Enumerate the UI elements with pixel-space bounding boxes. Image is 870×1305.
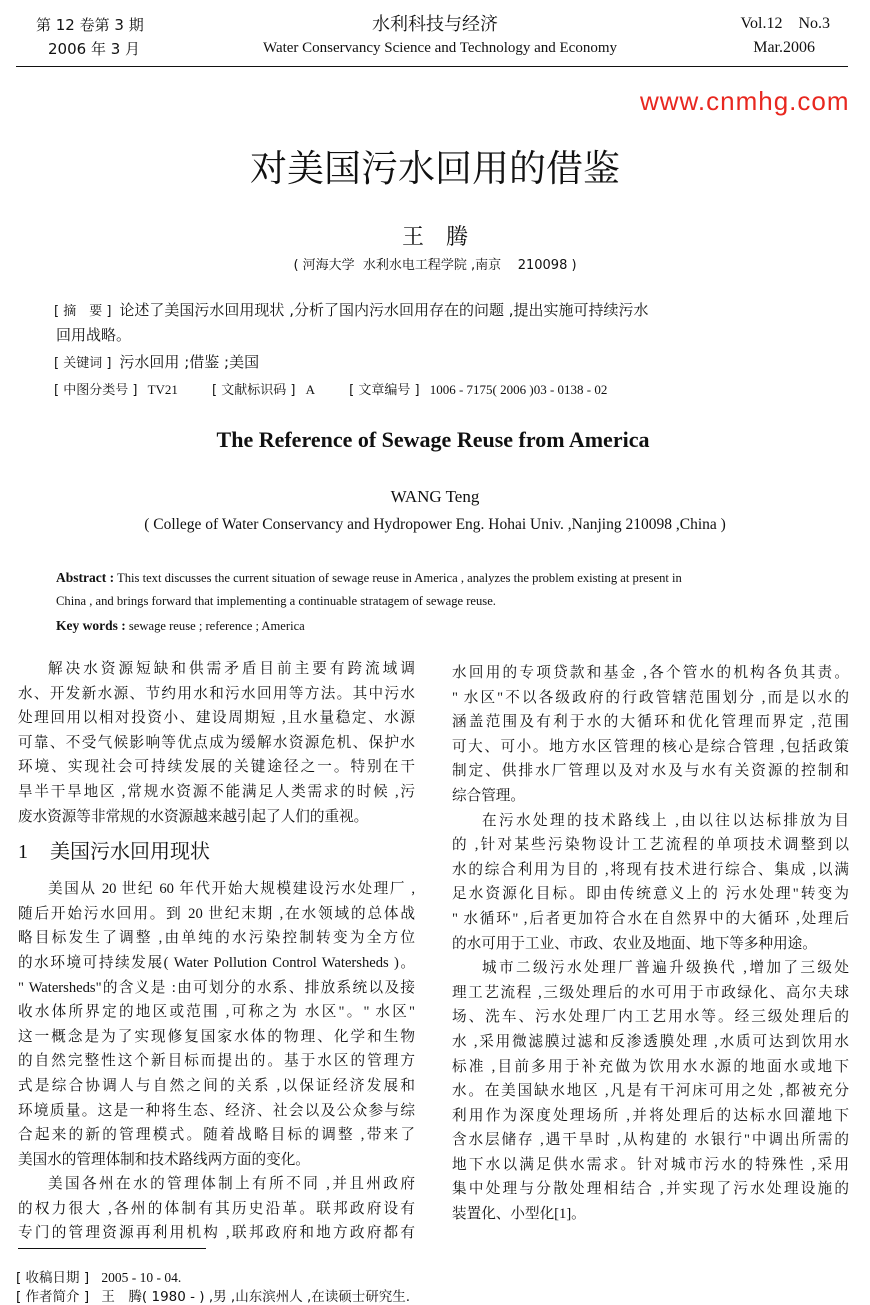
article-number-label: [ 文章编号 ] xyxy=(349,383,420,398)
section-heading xyxy=(18,832,415,872)
author-bio: 王 腾( 1980 - ) ,男 ,山东滨州人 ,在读硕士研究生. xyxy=(101,1289,411,1305)
text-line: 这一概念是为了实现修复国家水体的物理、化学和生物 xyxy=(18,1028,415,1045)
watermark: www.cnmhg.com xyxy=(640,86,850,116)
abstract-en-text-1: This text discusses the current situation of sewage reuse in America , analyzes the problem existing at present in xyxy=(117,571,682,585)
text-line: 利用作为深度处理场所 ,并将处理后的达标水回灌地下 xyxy=(452,1107,849,1124)
footnote-received xyxy=(16,1266,181,1286)
text-line: 合起来的新的管理模式。随着战略目标的调整 ,带来了 xyxy=(18,1127,415,1144)
text-line: 足水资源化目标。即由传统意义上的 污水处理"转变为 xyxy=(452,886,849,903)
affiliation-cn: ( 河海大学 水利水电工程学院 ,南京 210098 ) xyxy=(293,258,577,273)
author-cn: 王 腾 xyxy=(401,225,468,250)
text-line: 含水层储存 ,遇干旱时 ,从构建的 水银行"中调出所需的 xyxy=(452,1132,849,1149)
keywords-en-text: sewage reuse ; reference ; America xyxy=(128,619,305,633)
body-column-left xyxy=(18,657,415,1246)
abstract-cn xyxy=(54,299,649,320)
text-line: 美国水的管理体制和技术路线两方面的变化。 xyxy=(18,1151,310,1168)
text-line: 的 ,针对某些污染物设计工艺流程的单项技术调整到以 xyxy=(452,837,849,854)
text-line: 的水环境可持续发展( Water Pollution Control Watersheds )。 xyxy=(18,954,415,971)
volume-issue-cn: 第 12 卷第 3 期 xyxy=(36,16,144,34)
text-line: 美国从 20 世纪 60 年代开始大规模建设污水处理厂 , xyxy=(48,881,415,898)
text-line: 水、开发新水源、节约用水和污水回用等方法。其中污水 xyxy=(18,685,415,702)
text-line: 的自然完整性这个新目标而提出的。基于水区的管理方 xyxy=(18,1053,415,1070)
keywords-cn-label: [ 关键词 ] xyxy=(54,356,112,371)
journal-title-cn: 水利科技与经济 xyxy=(372,14,498,35)
keywords-cn xyxy=(54,351,259,372)
text-line: 水回用的专项贷款和基金 ,各个管水的机构各负其责。 xyxy=(452,665,849,681)
text-line: 装置化、小型化[1]。 xyxy=(452,1206,586,1223)
text-line: 综合管理。 xyxy=(452,787,525,804)
abstract-cn-label: [ 摘 要 ] xyxy=(54,304,112,319)
text-line: 旱半干旱地区 ,常规水资源不能满足人类需求的时候 ,污 xyxy=(18,783,415,800)
paper-title-en: The Reference of Sewage Reuse from America xyxy=(216,427,650,452)
footnote-rule xyxy=(18,1248,206,1249)
doc-code: A xyxy=(305,382,315,397)
text-line: 环境质量。这是一种将生态、经济、社会以及公众参与综 xyxy=(18,1102,415,1119)
volume-issue-en: Vol.12 No.3 xyxy=(740,15,830,32)
text-line: 解决水资源短缺和供需矛盾目前主要有跨流域调 xyxy=(48,661,415,677)
text-line: " Watersheds"的含义是 :由可划分的水系、排放系统以及接 xyxy=(18,979,415,996)
footnote-author xyxy=(16,1285,410,1305)
clc-code: TV21 xyxy=(147,382,178,397)
text-line: 随后开始污水回用。到 20 世纪末期 ,在水领域的总体战 xyxy=(18,905,415,922)
paragraph xyxy=(452,809,849,957)
author-bio-label: [ 作者简介 ] xyxy=(16,1289,90,1305)
abstract-en xyxy=(56,570,682,586)
text-line: 可大、可小。地方水区管理的核心是综合管理 ,包括政策 xyxy=(452,738,849,755)
text-line: 可靠、不受气候影响等优点成为缓解水资源危机、保护水 xyxy=(18,734,415,751)
abstract-cn-text-2: 回用战略。 xyxy=(56,326,132,344)
text-line: 式是综合协调人与自然之间的关系 ,以保证经济发展和 xyxy=(18,1077,415,1094)
text-line: 场、洗车、污水处理厂内工艺用水等。经三级处理后的 xyxy=(452,1009,849,1026)
paragraph xyxy=(18,877,415,1172)
text-line: 集中处理与分散处理相结合 ,并实现了污水处理设施的 xyxy=(452,1181,849,1198)
received-label: [ 收稿日期 ] xyxy=(16,1270,90,1286)
text-line: 城市二级污水处理厂普遍升级换代 ,增加了三级处 xyxy=(482,960,849,977)
date-cn: 2006 年 3 月 xyxy=(48,40,141,58)
section-number: 1 xyxy=(18,841,28,864)
keywords-en-label: Key words : xyxy=(56,618,126,633)
abstract-en-text-2: China , and brings forward that implementing a continuable stratagem of sewage reuse. xyxy=(56,594,496,608)
text-line: 在污水处理的技术路线上 ,由以往以达标排放为目 xyxy=(482,812,849,829)
journal-title-en: Water Conservancy Science and Technology and Economy xyxy=(262,40,618,56)
text-line: 涵盖范围及有利于水的大循环和优化管理而界定 ,范围 xyxy=(452,714,849,731)
paragraph xyxy=(452,661,849,809)
author-en: WANG Teng xyxy=(390,487,480,506)
text-line: 标准 ,目前多用于补充做为饮用水水源的地面水或地下 xyxy=(452,1058,849,1075)
section-title: 美国污水回用现状 xyxy=(50,841,210,864)
date-en: Mar.2006 xyxy=(753,39,815,56)
keywords-cn-text: 污水回用 ;借鉴 ;美国 xyxy=(119,353,260,371)
text-line: 的水可用于工业、市政、农业及地面、地下等多种用途。 xyxy=(452,935,817,952)
text-line: 环境、实现社会可持续发展的关键途径之一。特别在干 xyxy=(18,759,415,776)
text-line: 的权力很大 ,各州的体制有其历史沿革。联邦政府设有 xyxy=(18,1200,415,1217)
text-line: 略目标发生了调整 ,由单纯的水污染控制转变为全方位 xyxy=(18,930,415,947)
doc-code-label: [ 文献标识码 ] xyxy=(212,383,296,398)
clc-label: [ 中图分类号 ] xyxy=(54,383,138,398)
header-rule xyxy=(16,66,848,67)
classification-line xyxy=(54,379,607,398)
text-line: 水 ,采用微滤膜过滤和反渗透膜处理 ,水质可达到饮用水 xyxy=(452,1033,849,1050)
text-line: " 水区"不以各级政府的行政管辖范围划分 ,而是以水的 xyxy=(452,689,849,706)
received-date: 2005 - 10 - 04. xyxy=(101,1270,182,1285)
text-line: 制定、供排水厂管理以及对水及与水有关资源的控制和 xyxy=(452,763,849,780)
paragraph xyxy=(452,956,849,1227)
text-line: 专门的管理资源再利用机构 ,联邦政府和地方政府都有 xyxy=(18,1225,415,1242)
keywords-en xyxy=(56,618,305,634)
article-number: 1006 - 7175( 2006 )03 - 0138 - 02 xyxy=(429,382,608,397)
paragraph xyxy=(18,1172,415,1246)
text-line: 水的综合利用为目的 ,将现有技术进行综合、集成 ,以满 xyxy=(452,861,849,878)
text-line: " 水循环" ,后者更加符合水在自然界中的大循环 ,处理后 xyxy=(452,910,849,927)
text-line: 废水资源等非常规的水资源越来越引起了人们的重视。 xyxy=(18,808,369,825)
paragraph xyxy=(18,657,415,829)
abstract-en-label: Abstract : xyxy=(56,570,115,585)
text-line: 水。在美国缺水地区 ,凡是有干河床可用之处 ,都被充分 xyxy=(452,1083,849,1100)
text-line: 收水体所界定的地区或范围 ,可称之为 水区"。" 水区" xyxy=(18,1004,415,1021)
text-line: 理工艺流程 ,三级处理后的水可用于市政绿化、高尔夫球 xyxy=(452,984,849,1001)
body-column-right xyxy=(452,661,849,1227)
affiliation-en: ( College of Water Conservancy and Hydropower Eng. Hohai Univ. ,Nanjing 210098 ,China ) xyxy=(144,516,726,533)
abstract-cn-text-1: 论述了美国污水回用现状 ,分析了国内污水回用存在的问题 ,提出实施可持续污水 xyxy=(119,301,649,319)
text-line: 处理回用以相对投资小、建设周期短 ,且水量稳定、水源 xyxy=(18,710,415,727)
paper-title-cn: 对美国污水回用的借鉴 xyxy=(250,147,620,190)
text-line: 地下水以满足供水需求。针对城市污水的特殊性 ,采用 xyxy=(452,1156,849,1173)
text-line: 美国各州在水的管理体制上有所不同 ,并且州政府 xyxy=(48,1176,415,1193)
